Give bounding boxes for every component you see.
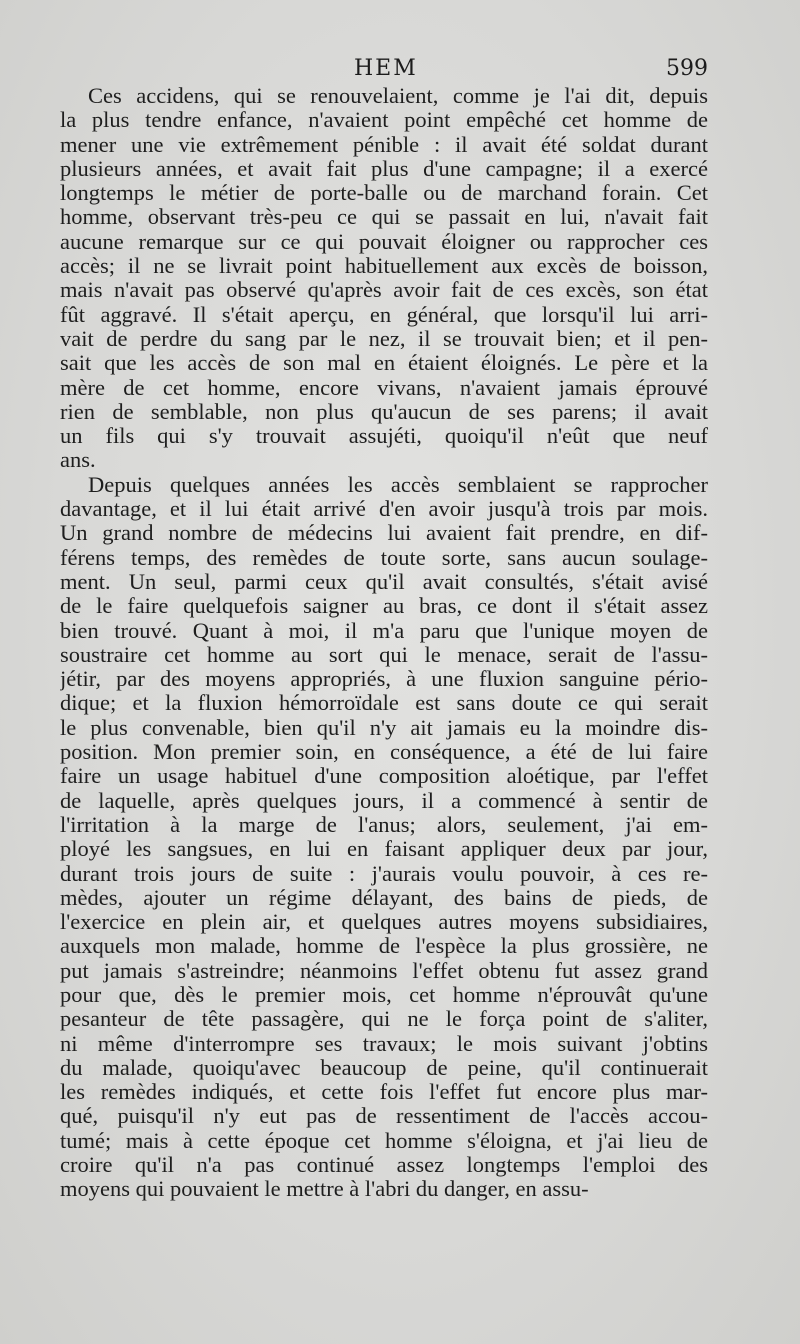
text-line: les remèdes indiqués, et cette fois l'effet fut encore plus mar- [60, 1080, 708, 1105]
text-line: rien de semblable, non plus qu'aucun de ses parens; il avait [60, 399, 708, 424]
text-line: aucune remarque sur ce qui pouvait éloigner ou rapprocher ces [60, 229, 708, 254]
text-line: put jamais s'astreindre; néanmoins l'effet obtenu fut assez grand [60, 958, 708, 983]
page-header [0, 56, 800, 86]
text-line: sait que les accès de son mal en étaient éloignés. Le père et la [60, 351, 708, 376]
text-line: tumé; mais à cette époque cet homme s'éloigna, et j'ai lieu de [60, 1128, 708, 1153]
text-line: mais n'avait pas observé qu'après avoir fait de ces excès, son état [60, 278, 708, 303]
text-line: plusieurs années, et avait fait plus d'une campagne; il a exercé [60, 156, 708, 181]
text-line: soustraire cet homme au sort qui le menace, serait de l'assu- [60, 642, 708, 667]
body-text [60, 84, 708, 1202]
text-line: dique; et la fluxion hémorroïdale est sans doute ce qui serait [60, 691, 708, 716]
text-line: mèdes, ajouter un régime délayant, des bains de pieds, de [60, 885, 708, 910]
text-line: croire qu'il n'a pas continué assez longtemps l'emploi des [60, 1153, 708, 1178]
text-line: jétir, par des moyens appropriés, à une fluxion sanguine pério- [60, 667, 708, 692]
text-line: durant trois jours de suite : j'aurais voulu pouvoir, à ces re- [60, 861, 708, 886]
text-line: qué, puisqu'il n'y eut pas de ressentiment de l'accès accou- [60, 1104, 708, 1129]
text-line: mère de cet homme, encore vivans, n'avaient jamais éprouvé [60, 375, 708, 400]
running-head: HEM [354, 56, 418, 81]
paragraph-1 [60, 84, 708, 473]
text-line: de laquelle, après quelques jours, il a commencé à sentir de [60, 788, 708, 813]
text-line: Ces accidens, qui se renouvelaient, comme je l'ai dit, depuis [88, 84, 708, 108]
page-number: 599 [666, 56, 708, 81]
text-line: position. Mon premier soin, en conséquence, a été de lui faire [60, 740, 708, 765]
text-line: longtemps le métier de porte-balle ou de marchand forain. Cet [60, 181, 708, 206]
text-line: auxquels mon malade, homme de l'espèce la plus grossière, ne [60, 934, 708, 959]
text-line: férens temps, des remèdes de toute sorte, sans aucun soulage- [60, 545, 708, 570]
text-line: vait de perdre du sang par le nez, il se trouvait bien; et il pen- [60, 326, 708, 351]
text-line: le plus convenable, bien qu'il n'y ait jamais eu la moindre dis- [60, 715, 708, 740]
text-line: ment. Un seul, parmi ceux qu'il avait consultés, s'était avisé [60, 569, 708, 594]
text-line: davantage, et il lui était arrivé d'en avoir jusqu'à trois par mois. [60, 497, 708, 522]
text-line: de le faire quelquefois saigner au bras, ce dont il s'était assez [60, 594, 708, 619]
text-line: la plus tendre enfance, n'avaient point empêché cet homme de [60, 108, 708, 133]
text-line: homme, observant très-peu ce qui se passait en lui, n'avait fait [60, 205, 708, 230]
text-line: ployé les sangsues, en lui en faisant appliquer deux par jour, [60, 837, 708, 862]
text-line: un fils qui s'y trouvait assujéti, quoiqu'il n'eût que neuf [60, 424, 708, 449]
text-line: pesanteur de tête passagère, qui ne le força point de s'aliter, [60, 1007, 708, 1032]
text-line: pour que, dès le premier mois, cet homme n'éprouvât qu'une [60, 982, 708, 1007]
text-line: ans. [60, 448, 96, 473]
text-line: l'exercice en plein air, et quelques autres moyens subsidiaires, [60, 910, 708, 935]
text-line: faire un usage habituel d'une composition aloétique, par l'effet [60, 764, 708, 789]
text-line: Depuis quelques années les accès semblaient se rapprocher [88, 472, 708, 497]
paragraph-2 [60, 473, 708, 1202]
text-line: du malade, quoiqu'avec beaucoup de peine, qu'il continuerait [60, 1055, 708, 1080]
text-line: fût aggravé. Il s'était aperçu, en général, que lorsqu'il lui arri- [60, 302, 708, 327]
text-line: ni même d'interrompre ses travaux; le mois suivant j'obtins [60, 1031, 708, 1056]
text-line: mener une vie extrêmement pénible : il avait été soldat durant [60, 132, 708, 157]
text-line: Un grand nombre de médecins lui avaient fait prendre, en dif- [60, 521, 708, 546]
text-line: bien trouvé. Quant à moi, il m'a paru que l'unique moyen de [60, 618, 708, 643]
text-line: moyens qui pouvaient le mettre à l'abri du danger, en assu- [60, 1177, 589, 1202]
text-line: l'irritation à la marge de l'anus; alors, seulement, j'ai em- [60, 812, 708, 837]
text-line: accès; il ne se livrait point habituellement aux excès de boisson, [60, 254, 708, 279]
